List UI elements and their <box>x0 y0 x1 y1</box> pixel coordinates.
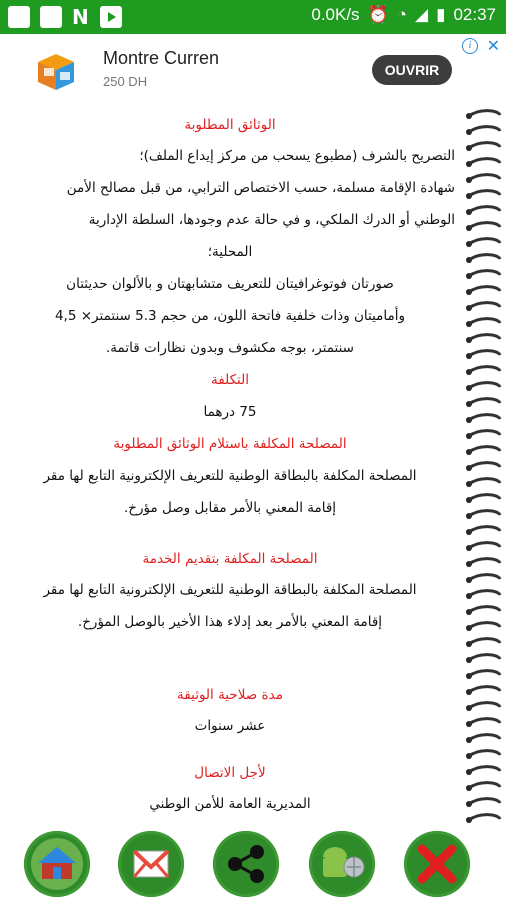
status-bar <box>0 0 506 34</box>
spiral-ring <box>466 543 500 551</box>
exit-button[interactable] <box>404 831 470 897</box>
spiral-ring <box>466 335 500 343</box>
spiral-ring <box>466 271 500 279</box>
wifi-icon: ◔ <box>396 5 408 24</box>
text-line: صورتان فوتوغرافيتان للتعريف متشابهتان و بالألوان حديثتان <box>66 276 394 292</box>
spiral-ring <box>466 687 500 695</box>
spiral-ring <box>466 463 500 471</box>
spiral-ring <box>466 351 500 359</box>
spiral-ring <box>466 127 500 135</box>
spiral-ring <box>466 815 500 823</box>
section-heading: الوثائق المطلوبة <box>184 117 276 133</box>
spiral-ring <box>466 287 500 295</box>
mail-icon <box>118 831 184 897</box>
spiral-ring <box>466 719 500 727</box>
ad-title: Montre Curren <box>103 48 220 68</box>
close-icon <box>404 831 470 897</box>
n-icon: N <box>72 5 89 29</box>
android-icon <box>309 831 375 897</box>
spiral-ring <box>466 479 500 487</box>
text-line: المديرية العامة للأمن الوطني <box>149 796 311 812</box>
spiral-ring <box>466 527 500 535</box>
spiral-ring <box>466 703 500 711</box>
section-heading: المصلحة المكلفة بتقديم الخدمة <box>142 551 318 567</box>
text-line: إقامة المعني بالأمر مقابل وصل مؤرخ. <box>123 500 337 516</box>
section-heading: لأجل الاتصال <box>194 765 266 781</box>
text-line: إقامة المعني بالأمر بعد إدلاء هذا الأخير بالوصل المؤرخ. <box>77 614 383 630</box>
text-line: عشر سنوات <box>194 718 266 734</box>
text-line: المصلحة المكلفة بالبطاقة الوطنية للتعريف الإلكترونية التابع لها مقر <box>43 582 417 598</box>
mail-button[interactable] <box>118 831 184 897</box>
share-icon <box>213 831 279 897</box>
spiral-ring <box>466 511 500 519</box>
spiral-ring <box>466 383 500 391</box>
spiral-ring <box>466 575 500 583</box>
image-icon <box>40 6 62 28</box>
text-line: وأماميتان وذات خلفية فاتحة اللون، من حجم 5.3 سنتمتر× 4,5 <box>54 308 406 324</box>
spiral-ring <box>466 111 500 119</box>
ad-close-icon[interactable]: ✕ <box>486 38 500 55</box>
network-speed: 0.0K/s <box>311 5 360 24</box>
spiral-ring <box>466 239 500 247</box>
spiral-ring <box>466 143 500 151</box>
ad-info-icon[interactable]: i <box>462 38 478 54</box>
notebook-page <box>0 104 506 829</box>
spiral-ring <box>466 559 500 567</box>
spiral-ring <box>466 255 500 263</box>
notification-icons <box>8 6 122 28</box>
home-icon <box>24 831 90 897</box>
android-apps-button[interactable] <box>309 831 375 897</box>
spiral-ring <box>466 623 500 631</box>
spiral-ring <box>466 591 500 599</box>
ad-logo-icon <box>32 46 80 94</box>
alarm-icon: ⏰ <box>367 5 389 24</box>
ad-open-button[interactable]: OUVRIR <box>372 55 452 85</box>
text-line: سنتمتر، بوجه مكشوف وبدون نظارات قاتمة. <box>106 340 354 356</box>
youtube-icon <box>100 6 122 28</box>
text-line: شهادة الإقامة مسلمة، حسب الاختصاص الترابي، من قبل مصالح الأمن <box>66 180 455 196</box>
ad-banner[interactable] <box>0 34 506 105</box>
spiral-ring <box>466 207 500 215</box>
ad-price: 250 DH <box>103 74 148 89</box>
spiral-ring <box>466 799 500 807</box>
spiral-ring <box>466 639 500 647</box>
text-line: المصلحة المكلفة بالبطاقة الوطنية للتعريف الإلكترونية التابع لها مقر <box>43 468 417 484</box>
spiral-ring <box>466 767 500 775</box>
text-line: 75 درهما <box>203 404 257 420</box>
system-icons <box>311 5 496 25</box>
spiral-ring <box>466 159 500 167</box>
spiral-ring <box>466 399 500 407</box>
content <box>5 110 455 820</box>
spiral-ring <box>466 367 500 375</box>
spiral-ring <box>466 223 500 231</box>
section-heading: مدة صلاحية الوثيقة <box>177 687 283 703</box>
spiral-ring <box>466 671 500 679</box>
home-button[interactable] <box>24 831 90 897</box>
spiral-ring <box>466 415 500 423</box>
text-line: الوطني أو الدرك الملكي، و في حالة عدم وجودها، السلطة الإدارية <box>88 212 455 228</box>
share-button[interactable] <box>213 831 279 897</box>
notebook-spiral <box>462 104 506 829</box>
signal-icon: ◢ <box>415 5 429 24</box>
spiral-ring <box>466 431 500 439</box>
clock: 02:37 <box>453 5 496 24</box>
spiral-ring <box>466 191 500 199</box>
spiral-ring <box>466 447 500 455</box>
text-line: المحلية؛ <box>207 244 253 260</box>
spiral-ring <box>466 735 500 743</box>
spiral-ring <box>466 751 500 759</box>
spiral-ring <box>466 607 500 615</box>
text-line: التصريح بالشرف (مطبوع يسحب من مركز إيداع الملف)؛ <box>139 148 455 164</box>
spiral-ring <box>466 319 500 327</box>
spiral-ring <box>466 175 500 183</box>
spiral-ring <box>466 495 500 503</box>
battery-icon: ▮ <box>436 5 446 24</box>
gallery-icon <box>8 6 30 28</box>
bottom-nav <box>0 829 506 900</box>
section-heading: المصلحة المكلفة باستلام الوثائق المطلوبة <box>113 436 347 452</box>
spiral-ring <box>466 655 500 663</box>
spiral-ring <box>466 783 500 791</box>
section-heading: التكلفة <box>211 372 249 388</box>
spiral-ring <box>466 303 500 311</box>
